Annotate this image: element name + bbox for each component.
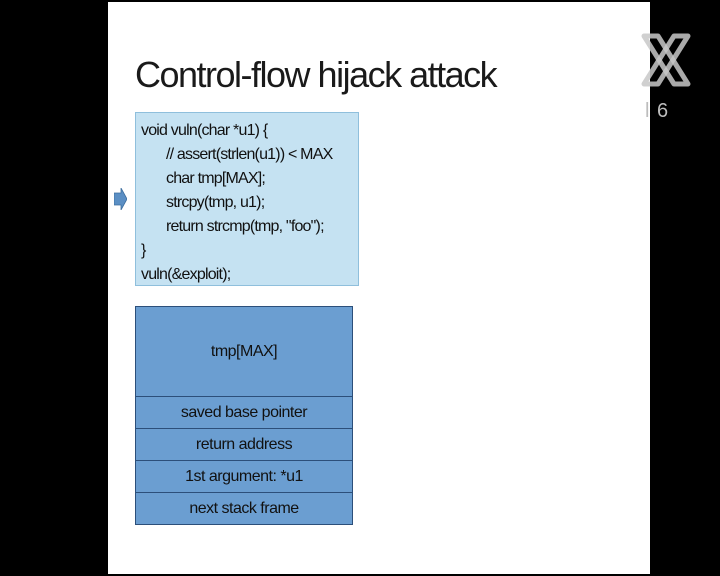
arrow-right-icon bbox=[114, 188, 127, 210]
code-line: return strcmp(tmp, "foo"); bbox=[166, 218, 324, 235]
slide-title: Control-flow hijack attack bbox=[135, 54, 497, 95]
watermark-text: l 6 bbox=[645, 100, 670, 122]
code-line: strcpy(tmp, u1); bbox=[166, 194, 265, 211]
code-line: // assert(strlen(u1)) < MAX bbox=[166, 146, 333, 163]
stack-cell-return-address: return address bbox=[135, 429, 353, 461]
stack-cell-next-frame: next stack frame bbox=[135, 493, 353, 525]
code-box bbox=[135, 112, 359, 286]
code-line: char tmp[MAX]; bbox=[166, 170, 266, 187]
stack-cell-first-argument: 1st argument: *u1 bbox=[135, 461, 353, 493]
stack-cell-saved-base-pointer: saved base pointer bbox=[135, 397, 353, 429]
code-line: } bbox=[141, 242, 146, 259]
stack-cell-buffer: tmp[MAX] bbox=[135, 306, 353, 397]
slide bbox=[108, 2, 650, 574]
code-line: vuln(&exploit); bbox=[141, 266, 231, 283]
code-line: void vuln(char *u1) { bbox=[141, 122, 268, 139]
stack-diagram bbox=[135, 306, 353, 525]
watermark-logo-icon bbox=[634, 28, 698, 92]
